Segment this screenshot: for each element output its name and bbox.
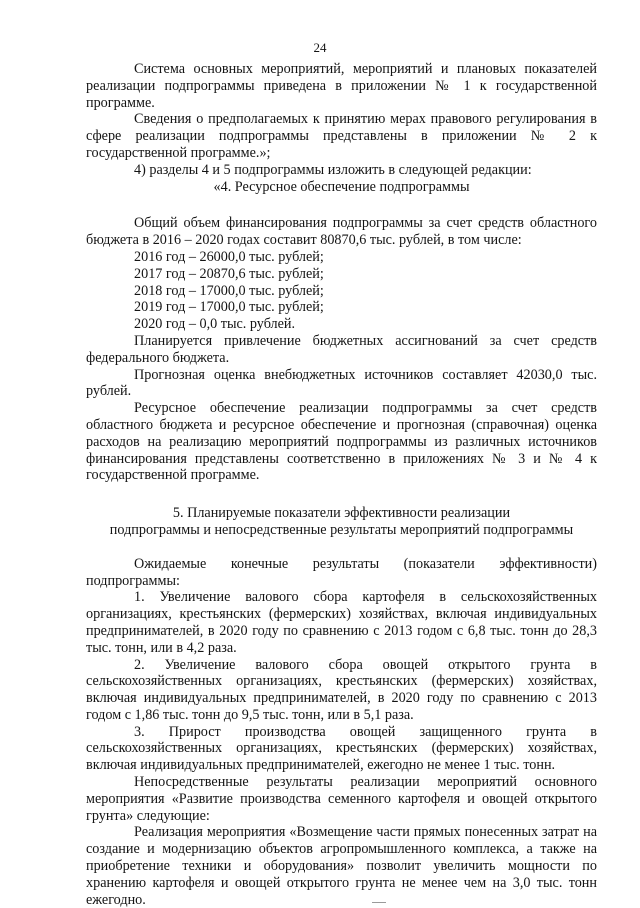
financing-year-2020: 2020 год – 0,0 тыс. рублей. — [134, 316, 296, 333]
document-body — [86, 61, 597, 908]
paragraph-resource-provision: Ресурсное обеспечение реализации подпрограммы за счет средств областного бюджета и ресурсное обеспечение и прогнозная (справочная) оценка расходов на реализацию мероприятий подпрограммы из различных источников финансирования представлены соответственно в приложениях № 3 и № 4 к государственной программе. — [86, 400, 597, 484]
paragraph-program-system: Система основных мероприятий, мероприятий и плановых показателей реализации подпрограммы приведена в приложении № 1 к государственной программе. — [86, 61, 597, 111]
section-4-heading: «4. Ресурсное обеспечение подпрограммы — [213, 178, 470, 195]
financing-year-2018: 2018 год – 17000,0 тыс. рублей; — [134, 282, 324, 299]
section-5-heading-line-2: подпрограммы и непосредственные результаты мероприятий подпрограммы — [109, 521, 574, 538]
page-number: 24 — [313, 40, 327, 55]
paragraph-expected-results: Ожидаемые конечные результаты (показатели эффективности) подпрограммы: — [86, 555, 597, 589]
paragraph-result-vegetables-protected: 3. Прирост производства овощей защищенного грунта в сельскохозяйственных организациях, крестьянских (фермерских) хозяйствах, включая индивидуальных предпринимателей, ежегодно не менее 1 тыс. тонн. — [86, 723, 597, 774]
scan-edge-mark — [0, 899, 640, 905]
paragraph-result-vegetables-open: 2. Увеличение валового сбора овощей открытого грунта в сельскохозяйственных организациях, крестьянских (фермерских) хозяйствах, включая индивидуальных предпринимателей, в 2020 году по сравнению с 2013 годом с 1,86 тыс. тонн до 9,5 тыс. тонн, или в 5,1 раза. — [86, 656, 597, 723]
paragraph-total-financing: Общий объем финансирования подпрограммы за счет средств областного бюджета в 2016 – 2020 годах составит 80870,6 тыс. рублей, в том числе: — [86, 215, 597, 249]
paragraph-legal-regulation: Сведения о предполагаемых к принятию мерах правового регулирования в сфере реализации подпрограммы представлены в приложении № 2 к государственной программе.»; — [86, 111, 597, 161]
paragraph-sections-amendment: 4) разделы 4 и 5 подпрограммы изложить в следующей редакции: — [134, 161, 532, 178]
paragraph-federal-budget: Планируется привлечение бюджетных ассигнований за счет средств федерального бюджета. — [86, 332, 597, 366]
paragraph-measure-implementation: Реализация мероприятия «Возмещение части прямых понесенных затрат на создание и модернизацию объектов агропромышленного комплекса, а также на приобретение техники и оборудования» позволит увеличить мощности по хранению картофеля и овощей открытого грунта не менее чем на 3,0 тыс. тонн ежегодно. — [86, 824, 597, 908]
section-5-heading-line-1: 5. Планируемые показатели эффективности реализации — [172, 505, 511, 522]
paragraph-extrabudgetary: Прогнозная оценка внебюджетных источников составляет 42030,0 тыс. рублей. — [86, 366, 597, 400]
financing-year-2017: 2017 год – 20870,6 тыс. рублей; — [134, 265, 324, 282]
financing-year-2019: 2019 год – 17000,0 тыс. рублей; — [134, 299, 324, 316]
paragraph-direct-results: Непосредственные результаты реализации мероприятий основного мероприятия «Развитие производства семенного картофеля и овощей открытого грунта» следующие: — [86, 774, 597, 824]
paragraph-result-potato: 1. Увеличение валового сбора картофеля в сельскохозяйственных организациях, крестьянских (фермерских) хозяйствах, включая индивидуальных предпринимателей, в 2020 году по сравнению с 2013 годом с 6,8 тыс. тонн до 28,3 тыс. тонн, или в 4,2 раза. — [86, 589, 597, 656]
financing-year-2016: 2016 год – 26000,0 тыс. рублей; — [134, 248, 324, 265]
